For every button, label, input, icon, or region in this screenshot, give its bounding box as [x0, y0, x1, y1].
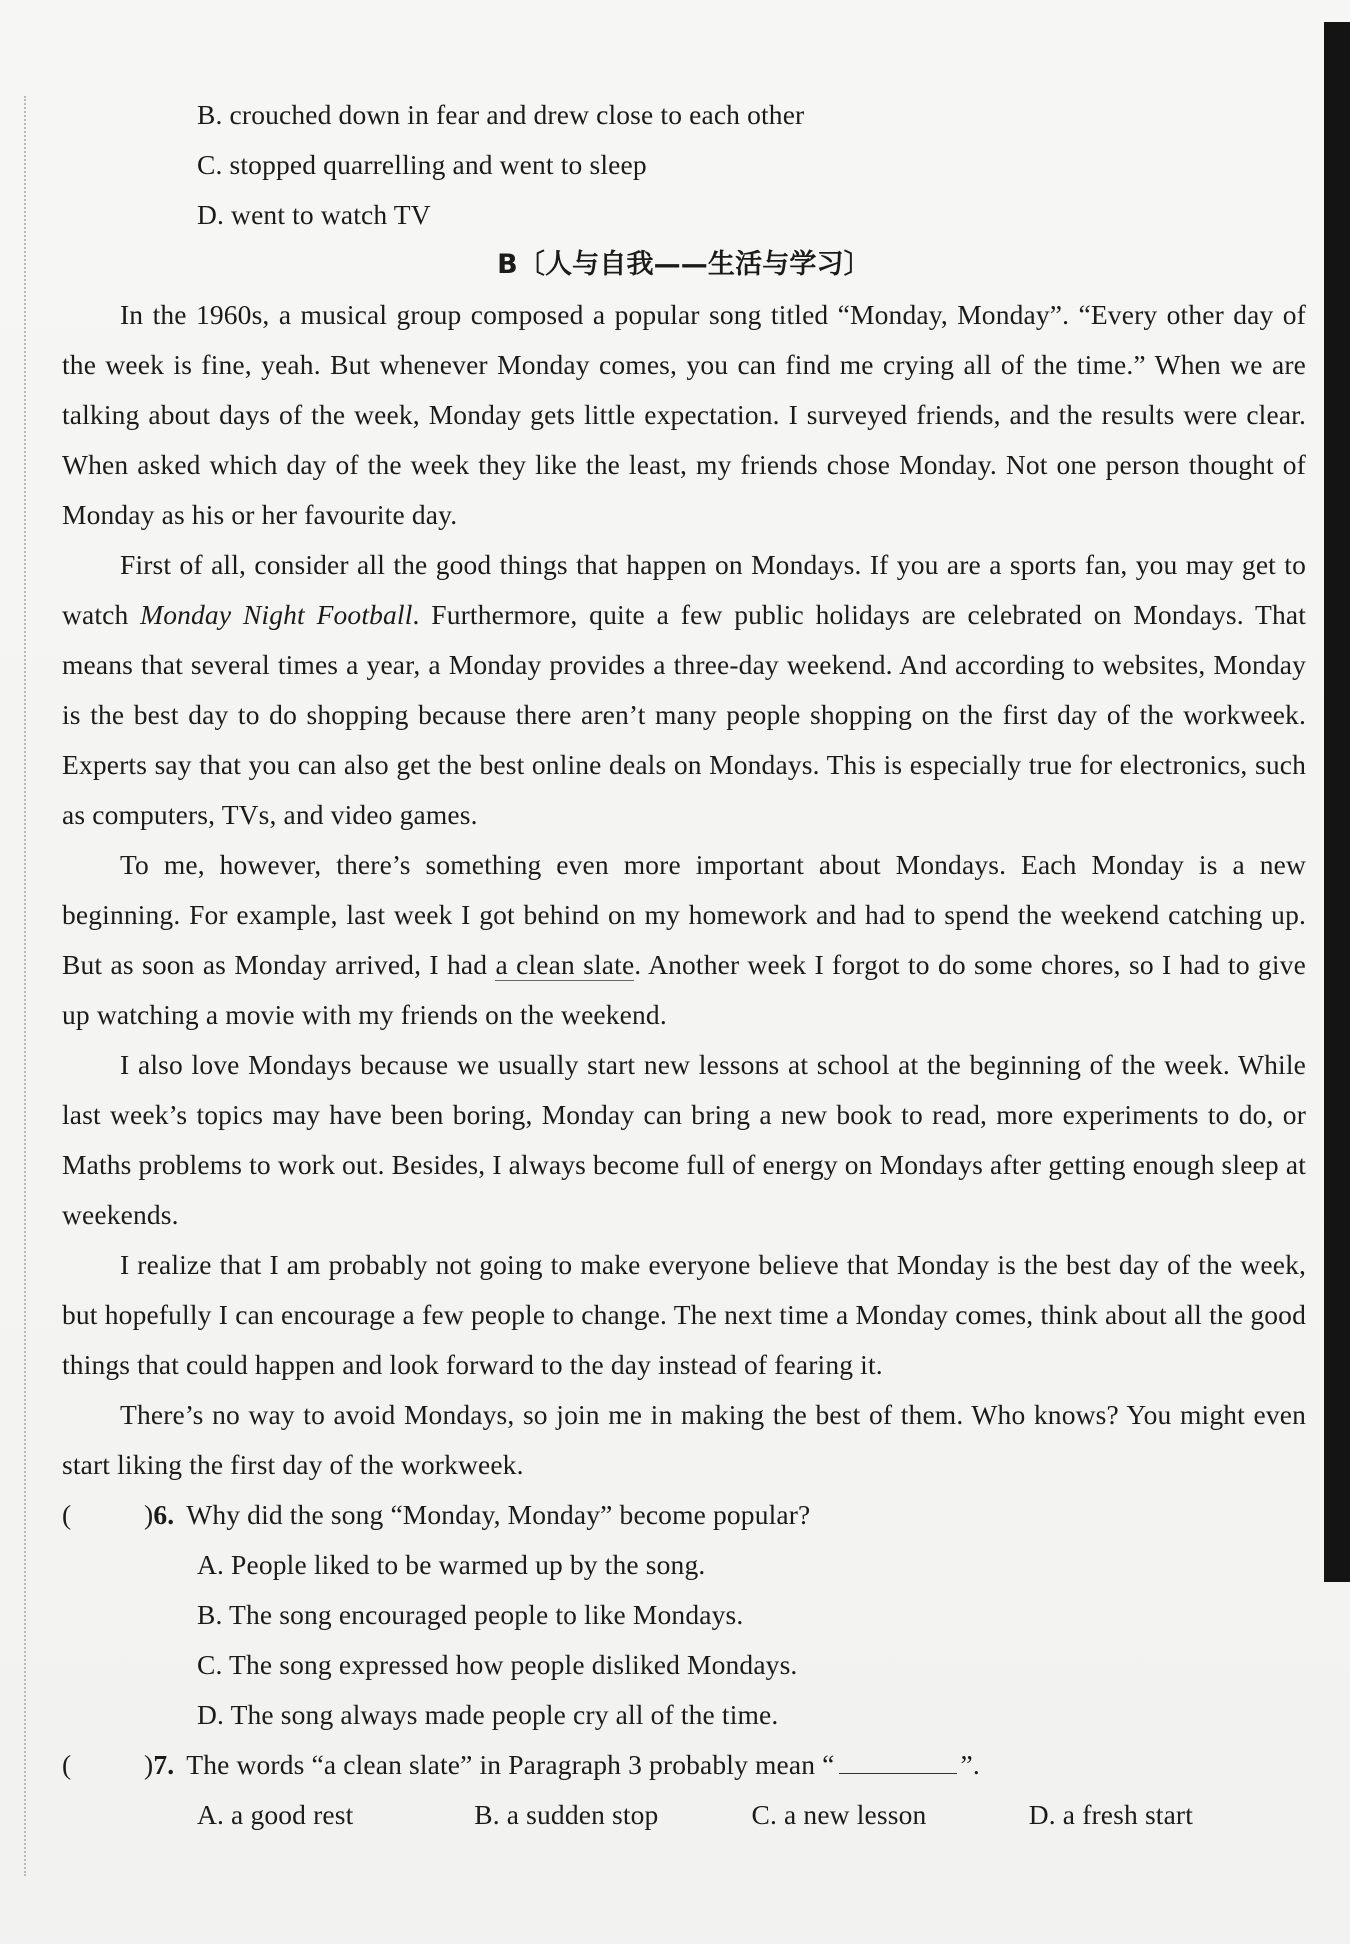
binding-margin-line: [24, 96, 26, 1876]
paragraph-6: There’s no way to avoid Mondays, so join me in making the best of them. Who knows? You might even start liking the first day of the workweek.: [62, 1399, 1306, 1480]
scan-edge-bar: [1324, 22, 1350, 1582]
paragraph-2-italic: Monday Night Football: [140, 599, 413, 630]
answer-paren-open: (: [62, 1749, 72, 1780]
q7-option-d: D. a fresh start: [1028, 1799, 1194, 1830]
prev-option-b: B. crouched down in fear and drew close to each other: [197, 99, 805, 130]
q6-option-b: B. The song encouraged people to like Mondays.: [197, 1599, 744, 1630]
question-7: [62, 1740, 1306, 1790]
section-title: B〔人与自我——生活与学习〕: [497, 249, 871, 280]
prev-option-d: D. went to watch TV: [197, 199, 431, 230]
paragraph-3: [62, 840, 1306, 1040]
paragraph-4: I also love Mondays because we usually start new lessons at school at the beginning of the week. While last week’s topics may have been boring, Monday can bring a new book to read, more experiments to do, or Maths problems to work out. Besides, I always become full of energy on Mondays after getting enough sleep at weekends.: [62, 1049, 1306, 1230]
answer-paren-open: (: [62, 1499, 72, 1530]
paragraph-2-text-b: . Furthermore, quite a few public holidays are celebrated on Mondays. That means that several times a year, a Monday provides a three-day weekend. And according to websites, Monday is the best day to do shopping because there aren’t many people shopping on the first day of the workweek. Experts say that you can also get the best online deals on Mondays. This is especially true for electronics, such as computers, TVs, and video games.: [62, 599, 1306, 830]
q6-option-d: D. The song always made people cry all of the time.: [197, 1699, 779, 1730]
q7-option-b: B. a sudden stop: [474, 1799, 659, 1830]
paragraph-2: [62, 540, 1306, 840]
q7-option-c: C. a new lesson: [751, 1799, 927, 1830]
question-number: 7.: [153, 1749, 175, 1780]
question-stem-a: The words “a clean slate” in Paragraph 3 probably mean “: [186, 1749, 835, 1780]
paragraph-5: I realize that I am probably not going to make everyone believe that Monday is the best day of the week, but hopefully I can encourage a few people to change. The next time a Monday comes, think about all the good things that could happen and look forward to the day instead of fearing it.: [62, 1249, 1306, 1380]
answer-paren-close: ): [144, 1499, 154, 1530]
paragraph-1: In the 1960s, a musical group composed a popular song titled “Monday, Monday”. “Every other day of the week is fine, yeah. But whenever Monday comes, you can find me crying all of the time.” When we are talking about days of the week, Monday gets little expectation. I surveyed friends, and the results were clear. When asked which day of the week they like the least, my friends chose Monday. Not one person thought of Monday as his or her favourite day.: [62, 299, 1306, 530]
question-number: 6.: [153, 1499, 175, 1530]
content: [62, 90, 1306, 1840]
paragraph-3-text-b: . Another week I forgot to do some chores, so I had to give up watching a movie with my friends on the weekend.: [62, 949, 1306, 1030]
q6-option-c: C. The song expressed how people disliked Mondays.: [197, 1649, 798, 1680]
q6-option-a: A. People liked to be warmed up by the song.: [197, 1549, 706, 1580]
question-stem: Why did the song “Monday, Monday” become popular?: [186, 1499, 811, 1530]
q7-options: [62, 1790, 1306, 1840]
paragraph-2-text-a: First of all, consider all the good things that happen on Mondays. If you are a sports fan, you may get to watch: [62, 549, 1306, 630]
answer-paren-close: ): [144, 1749, 154, 1780]
fill-in-blank[interactable]: [839, 1745, 957, 1774]
paragraph-3-text-a: To me, however, there’s something even more important about Mondays. Each Monday is a new beginning. For example, last week I got behind on my homework and had to spend the weekend catching up. But as soon as Monday arrived, I had: [62, 849, 1306, 980]
question-6: [62, 1490, 1306, 1540]
prev-option-c: C. stopped quarrelling and went to sleep: [197, 149, 647, 180]
q7-option-a: A. a good rest: [197, 1799, 354, 1830]
question-stem-b: ”.: [960, 1749, 980, 1780]
underlined-phrase: a clean slate: [495, 949, 635, 980]
